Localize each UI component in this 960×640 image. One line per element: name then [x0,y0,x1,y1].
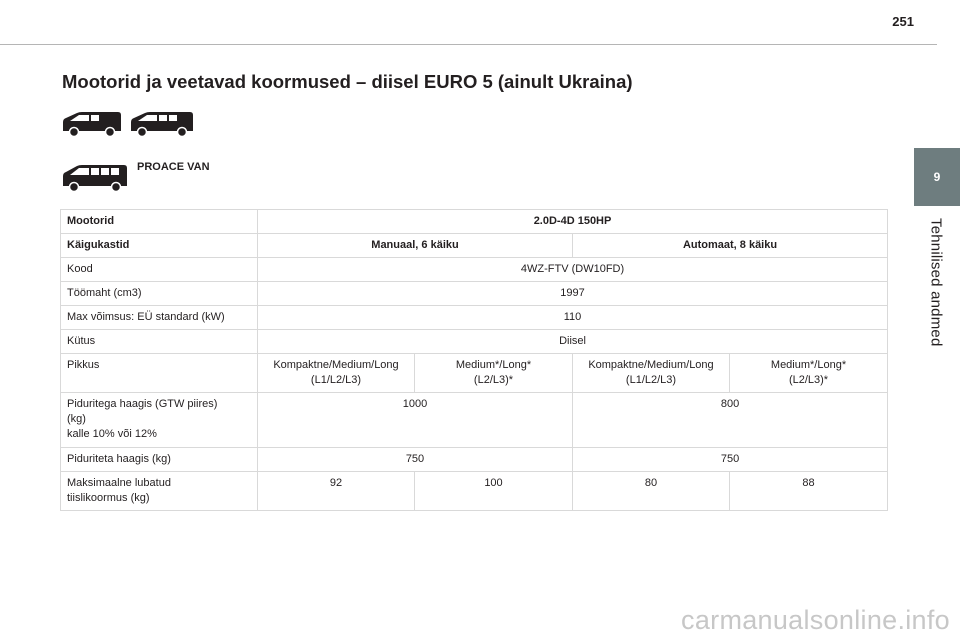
code-value: 4WZ-FTV (DW10FD) [258,258,888,282]
row-label: Piduriteta haagis (kg) [61,448,258,472]
length-value [258,354,415,393]
label-line: Piduritega haagis (GTW piires) [67,398,218,410]
braked-auto: 800 [573,393,888,448]
chapter-label [922,218,950,358]
roof-value: 88 [730,472,888,511]
watermark: carmanualsonline.info [681,605,950,635]
row-label [61,472,258,511]
length-line: (L1/L2/L3) [310,374,362,386]
table-row [61,282,888,306]
table-row [61,306,888,330]
label-line: Maksimaalne lubatud [67,477,171,489]
length-value [415,354,573,393]
van-label: PROACE VAN [137,161,210,173]
displacement-value: 1997 [258,282,888,306]
chapter-tab[interactable]: 9 [914,148,960,206]
table-row [61,330,888,354]
length-line: (L1/L2/L3) [625,374,677,386]
spec-table [60,209,888,511]
van-icon [129,110,195,138]
table-row [61,472,888,511]
roof-value: 100 [415,472,573,511]
table-row [61,354,888,393]
row-label: Kütus [61,330,258,354]
label-line: kalle 10% või 12% [67,428,157,440]
table-row [61,258,888,282]
label-line: (kg) [67,413,86,425]
chapter-label-text: Tehnilised andmed [927,218,945,347]
roof-value: 80 [573,472,730,511]
top-rule [0,44,937,45]
table-row [61,448,888,472]
length-line: Kompaktne/Medium/Long [588,359,714,371]
table-row [61,210,888,234]
row-label: Käigukastid [61,234,258,258]
page-number: 251 [892,14,914,29]
gearbox-auto: Automaat, 8 käiku [573,234,888,258]
row-label: Max võimsus: EÜ standard (kW) [61,306,258,330]
row-label: Töömaht (cm3) [61,282,258,306]
length-line: (L2/L3)* [788,374,829,386]
braked-manual: 1000 [258,393,573,448]
engine-value: 2.0D-4D 150HP [258,210,888,234]
row-label: Kood [61,258,258,282]
gearbox-manual: Manuaal, 6 käiku [258,234,573,258]
fuel-value: Diisel [258,330,888,354]
van-icon [61,110,123,138]
length-line: (L2/L3)* [473,374,514,386]
length-line: Kompaktne/Medium/Long [273,359,399,371]
label-line: tiislikoormus (kg) [67,492,150,504]
length-value [730,354,888,393]
page-title: Mootorid ja veetavad koormused – diisel EURO 5 (ainult Ukraina) [62,71,633,92]
length-value [573,354,730,393]
row-label [61,393,258,448]
length-line: Medium*/Long* [770,359,847,371]
roof-value: 92 [258,472,415,511]
van-icon [61,163,129,193]
length-line: Medium*/Long* [455,359,532,371]
row-label: Mootorid [61,210,258,234]
unbraked-auto: 750 [573,448,888,472]
table-row [61,234,888,258]
table-row [61,393,888,448]
power-value: 110 [258,306,888,330]
row-label: Pikkus [61,354,258,393]
unbraked-manual: 750 [258,448,573,472]
